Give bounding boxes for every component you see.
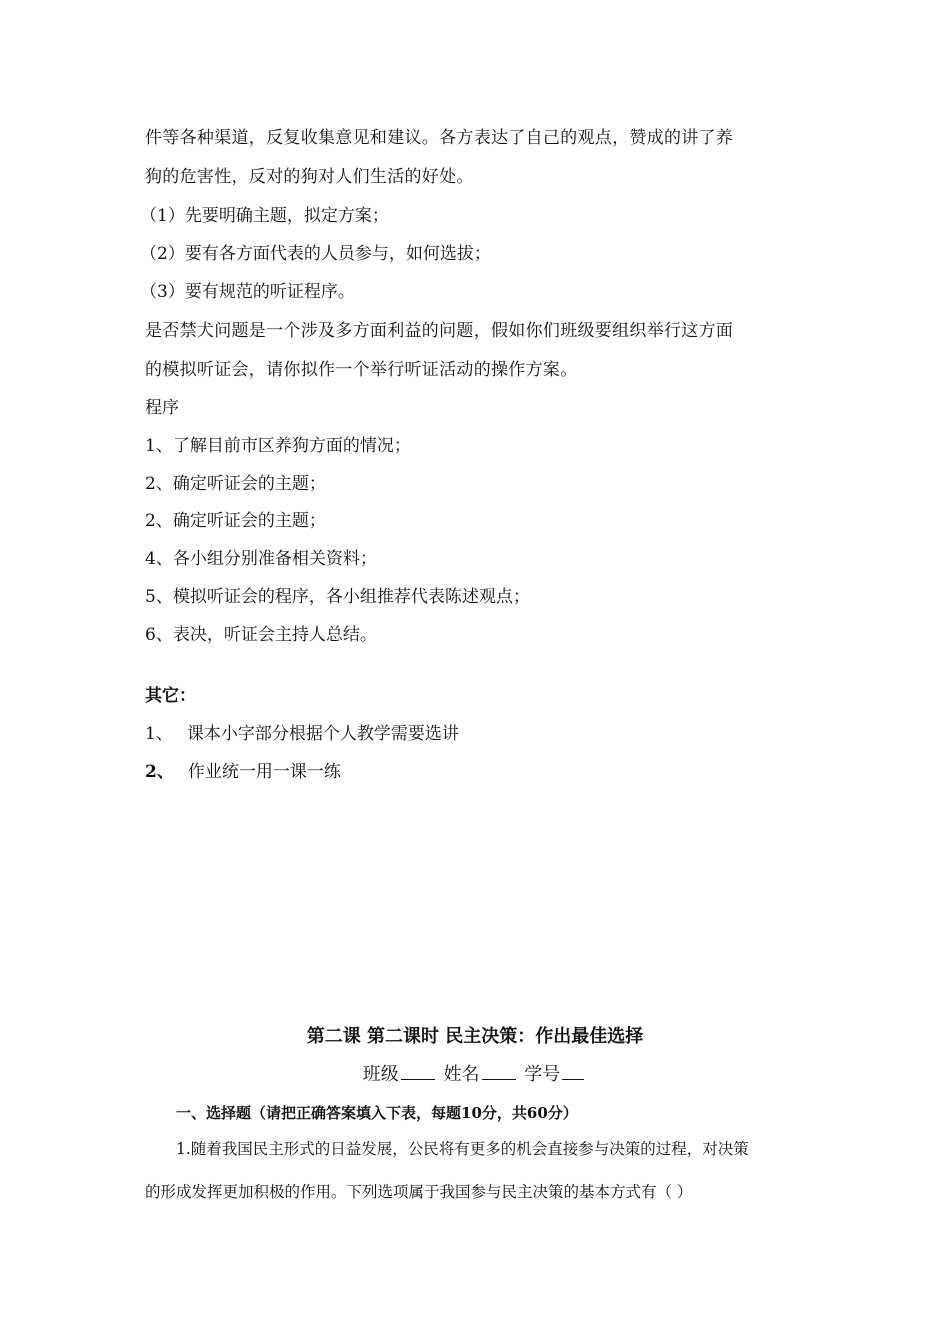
- question-line: 1.随着我国民主形式的日益发展，公民将有更多的机会直接参与决策的过程，对决策: [176, 1140, 749, 1158]
- worksheet-title: 第二课 第二课时 民主决策：作出最佳选择: [306, 1026, 644, 1047]
- procedure-step: 2、确定听证会的主题；: [145, 474, 326, 494]
- id-label: 学号: [524, 1064, 561, 1085]
- other-item-text: 作业统一用一课一练: [187, 762, 341, 782]
- task-line: 的模拟听证会，请你拟作一个举行听证活动的操作方案。: [145, 360, 578, 380]
- class-label: 班级: [362, 1064, 399, 1085]
- procedure-step: 4、各小组分别准备相关资料；: [145, 549, 377, 569]
- other-heading: 其它：: [145, 686, 196, 706]
- name-label: 姓名: [443, 1064, 480, 1085]
- procedure-heading: 程序: [145, 398, 179, 418]
- other-item-text: 课本小字部分根据个人教学需要选讲: [186, 724, 459, 744]
- question-line: 的形成发挥更加积极的作用。下列选项属于我国参与民主决策的基本方式有（ ）: [145, 1183, 693, 1201]
- other-item-number: 1、: [145, 724, 173, 744]
- requirement-item: （3）要有规范的听证程序。: [140, 282, 355, 302]
- requirement-item: （2）要有各方面代表的人员参与，如何选拔；: [140, 244, 491, 264]
- procedure-step: 6、表决，听证会主持人总结。: [145, 625, 377, 645]
- other-item-number: 2、: [145, 762, 174, 782]
- task-line: 是否禁犬问题是一个涉及多方面利益的问题，假如你们班级要组织举行这方面: [145, 321, 734, 341]
- requirement-item: （1）先要明确主题，拟定方案；: [140, 206, 389, 226]
- other-item: [145, 761, 341, 783]
- name-blank[interactable]: [482, 1061, 516, 1080]
- class-blank[interactable]: [401, 1061, 435, 1080]
- other-item: [145, 723, 459, 745]
- paragraph-line: 件等各种渠道，反复收集意见和建议。各方表达了自己的观点，赞成的讲了养: [145, 128, 734, 148]
- paragraph-line: 狗的危害性，反对的狗对人们生活的好处。: [145, 167, 474, 187]
- id-blank[interactable]: [562, 1061, 584, 1080]
- student-info-line: [0, 1060, 950, 1086]
- procedure-step: 2、确定听证会的主题；: [145, 511, 326, 531]
- section-heading: 一、选择题（请把正确答案填入下表，每题10分，共60分）: [176, 1104, 578, 1122]
- procedure-step: 5、模拟听证会的程序，各小组推荐代表陈述观点；: [145, 587, 530, 607]
- procedure-step: 1、了解目前市区养狗方面的情况；: [145, 436, 411, 456]
